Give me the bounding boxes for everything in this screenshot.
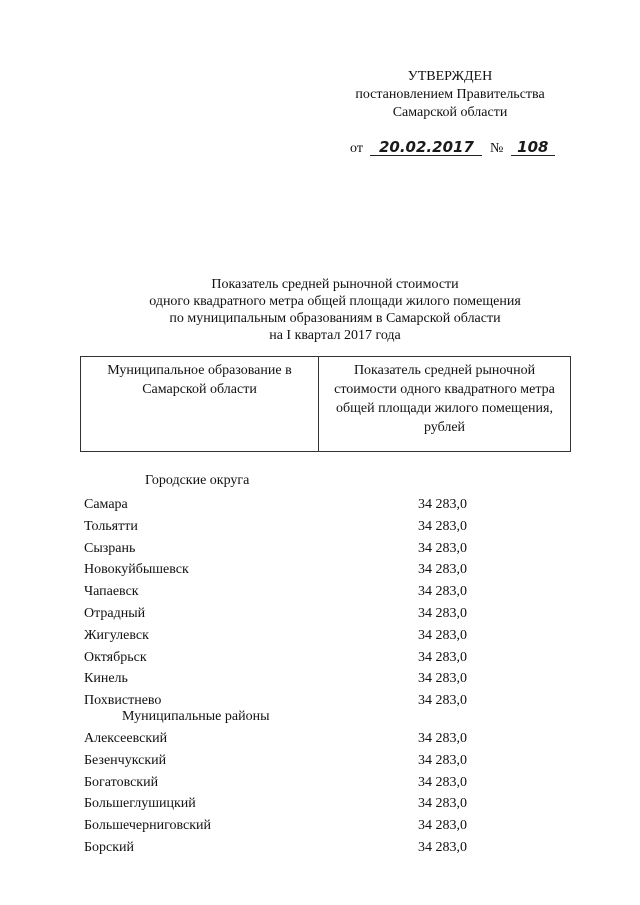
table-row xyxy=(84,728,484,750)
title-line-2: одного квадратного метра общей площади жилого помещения xyxy=(149,294,521,309)
row-value: 34 283,0 xyxy=(418,839,467,855)
row-name: Сызрань xyxy=(84,540,136,556)
table-header xyxy=(80,356,571,452)
approval-line-3: Самарской области xyxy=(392,105,508,120)
row-name: Жигулевск xyxy=(84,627,149,643)
table-row xyxy=(84,793,484,815)
municipal-districts-list xyxy=(84,728,484,859)
header-col2-line-4: рублей xyxy=(423,420,466,435)
header-col1-line-2: Самарской области xyxy=(142,382,257,397)
title-line-4: на I квартал 2017 года xyxy=(269,328,401,343)
row-value: 34 283,0 xyxy=(418,693,467,709)
row-name: Борский xyxy=(84,839,135,855)
section-title-municipal-districts: Муниципальные районы xyxy=(122,709,270,724)
row-name: Большеглушицкий xyxy=(84,796,196,812)
table-row xyxy=(84,494,484,516)
row-name: Большечерниговский xyxy=(84,818,212,834)
table-row xyxy=(84,772,484,794)
table-row xyxy=(84,559,484,581)
row-name: Отрадный xyxy=(84,605,146,621)
urban-districts-list xyxy=(84,494,484,712)
row-name: Тольятти xyxy=(84,518,138,534)
row-name: Богатовский xyxy=(84,774,159,790)
row-value: 34 283,0 xyxy=(418,752,467,768)
row-name: Алексеевский xyxy=(84,731,168,746)
row-value: 34 283,0 xyxy=(418,605,467,621)
row-value: 34 283,0 xyxy=(418,627,467,643)
title-line-3: по муниципальным образованиям в Самарской области xyxy=(169,311,501,326)
handwritten-number: 108 xyxy=(511,139,555,156)
header-cell-municipality xyxy=(81,357,319,452)
header-col2-line-3: общей площади жилого помещения, xyxy=(336,401,553,416)
table-row xyxy=(84,603,484,625)
row-value: 34 283,0 xyxy=(418,796,467,812)
row-value: 34 283,0 xyxy=(418,671,467,687)
row-name: Самара xyxy=(84,497,128,512)
table-row xyxy=(84,581,484,603)
table-row xyxy=(84,750,484,772)
approval-heading: УТВЕРЖДЕН xyxy=(407,69,493,84)
table-row xyxy=(84,625,484,647)
document-title xyxy=(100,276,570,344)
number-prefix: № xyxy=(489,141,504,156)
section-title-urban-districts: Городские округа xyxy=(145,473,250,488)
row-name: Чапаевск xyxy=(84,584,139,600)
row-value: 34 283,0 xyxy=(418,584,467,600)
table-row xyxy=(84,668,484,690)
row-name: Новокуйбышевск xyxy=(84,562,189,578)
table-row xyxy=(84,516,484,538)
table-row xyxy=(84,815,484,837)
handwritten-date: 20.02.2017 xyxy=(370,139,482,156)
title-line-1: Показатель средней рыночной стоимости xyxy=(211,277,459,292)
row-value: 34 283,0 xyxy=(418,518,467,534)
table-row xyxy=(84,538,484,560)
row-name: Кинель xyxy=(84,671,128,687)
row-value: 34 283,0 xyxy=(418,774,467,790)
row-name: Похвистнево xyxy=(84,693,162,709)
table-row xyxy=(84,647,484,669)
row-value: 34 283,0 xyxy=(418,649,467,665)
approval-block xyxy=(340,68,560,122)
header-col2-line-2: стоимости одного квадратного метра xyxy=(334,382,555,397)
row-value: 34 283,0 xyxy=(418,818,467,834)
row-name: Безенчукский xyxy=(84,752,167,768)
header-col2-line-1: Показатель средней рыночной xyxy=(353,363,536,378)
row-value: 34 283,0 xyxy=(418,562,467,578)
approval-date-line xyxy=(350,139,555,158)
row-value: 34 283,0 xyxy=(418,497,467,512)
row-name: Октябрьск xyxy=(84,649,147,665)
date-prefix: от xyxy=(350,141,363,156)
table-row xyxy=(84,837,484,859)
approval-line-2: постановлением Правительства xyxy=(355,87,545,102)
header-col1-line-1: Муниципальное образование в xyxy=(107,363,292,378)
row-value: 34 283,0 xyxy=(418,731,467,746)
header-cell-price xyxy=(319,357,571,452)
row-value: 34 283,0 xyxy=(418,540,467,556)
